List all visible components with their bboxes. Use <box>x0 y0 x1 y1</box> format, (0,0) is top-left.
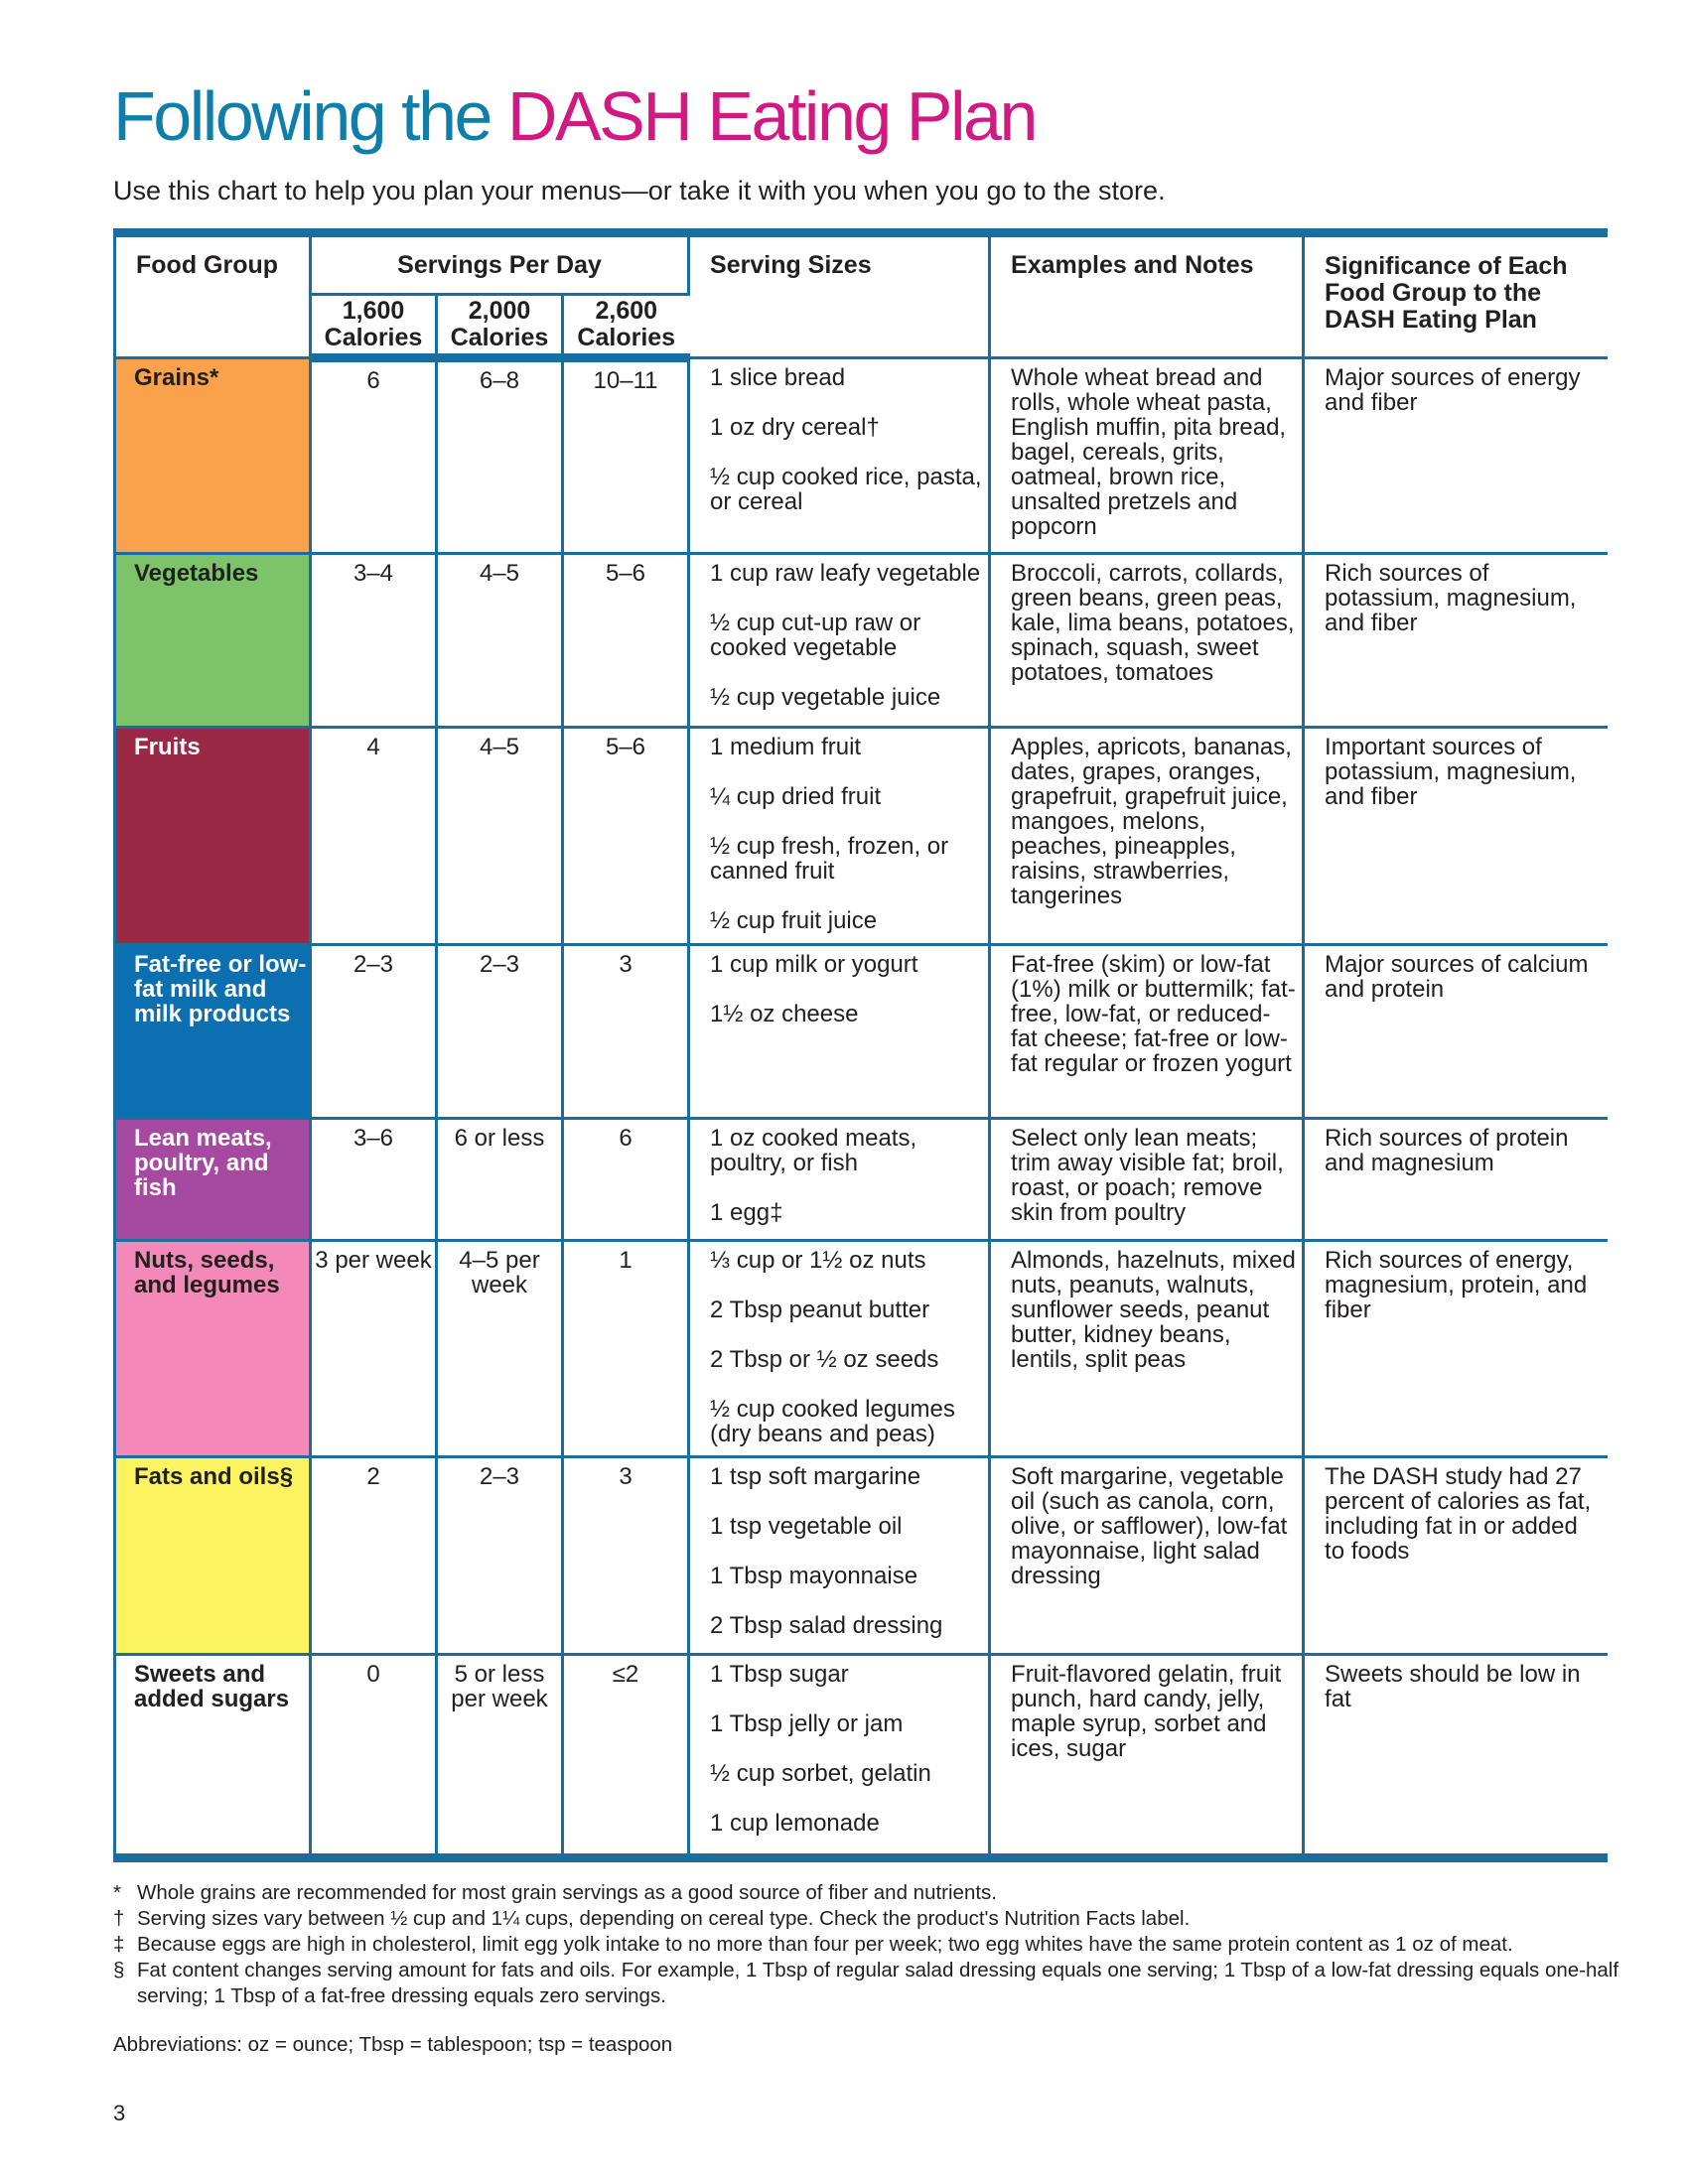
servings-2000: 6 or less <box>437 1119 563 1241</box>
significance: Rich sources of protein and magnesium <box>1304 1119 1608 1241</box>
header-significance: Significance of Each Food Group to the DASH Eating Plan <box>1304 233 1608 358</box>
servings-2000: 5 or less per week <box>437 1655 563 1858</box>
examples-notes: Almonds, hazelnuts, mixed nuts, peanuts, walnuts, sunflower seeds, peanut butter, kidney beans, lentils, split peas <box>990 1241 1304 1457</box>
subtitle: Use this chart to help you plan your menus—or take it with you when you go to the store. <box>113 176 1166 205</box>
header-examples: Examples and Notes <box>990 233 1304 358</box>
serving-sizes-cell <box>689 728 990 945</box>
significance: Rich sources of potassium, magnesium, and fiber <box>1304 554 1608 728</box>
serving-size-item: ½ cup fresh, frozen, or canned fruit <box>710 833 949 885</box>
food-group-name: Grains* <box>115 358 311 554</box>
footnote-text: Serving sizes vary between ½ cup and 1¼ cups, depending on cereal type. Check the product's Nutrition Facts label. <box>137 1907 1191 1930</box>
serving-sizes-cell <box>689 1119 990 1241</box>
servings-1600: 3–4 <box>311 554 437 728</box>
examples-notes: Fruit-flavored gelatin, fruit punch, hard candy, jelly, maple syrup, sorbet and ices, sugar <box>990 1655 1304 1858</box>
food-group-row <box>115 945 1608 1119</box>
footnote-mark: † <box>113 1907 125 1930</box>
serving-size-item: 1 egg‡ <box>710 1199 783 1226</box>
serving-size-item: 2 Tbsp peanut butter <box>710 1297 930 1323</box>
footnote <box>113 1932 1622 1958</box>
significance: Sweets should be low in fat <box>1304 1655 1608 1858</box>
footnote <box>113 1880 1622 1906</box>
footnote-mark: ‡ <box>113 1933 125 1956</box>
serving-sizes-cell <box>689 1457 990 1655</box>
header-food-group: Food Group <box>115 233 311 358</box>
food-group-row <box>115 554 1608 728</box>
food-group-name: Fat-free or low-fat milk and milk products <box>115 945 311 1119</box>
servings-2600: 5–6 <box>563 554 689 728</box>
food-group-name: Fats and oils§ <box>115 1457 311 1655</box>
food-group-row <box>115 1241 1608 1457</box>
serving-size-item: 1 cup raw leafy vegetable <box>710 560 981 587</box>
serving-size-item: 1 tsp soft margarine <box>710 1463 921 1490</box>
servings-1600: 2 <box>311 1457 437 1655</box>
food-group-name: Vegetables <box>115 554 311 728</box>
servings-1600: 2–3 <box>311 945 437 1119</box>
servings-1600: 4 <box>311 728 437 945</box>
examples-notes: Apples, apricots, bananas, dates, grapes, oranges, grapefruit, grapefruit juice, mangoes, melons, peaches, pineapples, raisins, strawberries, tangerines <box>990 728 1304 945</box>
serving-size-item: 1 cup milk or yogurt <box>710 951 918 978</box>
significance: Major sources of energy and fiber <box>1304 358 1608 554</box>
examples-notes: Whole wheat bread and rolls, whole wheat pasta, English muffin, pita bread, bagel, cereals, grits, oatmeal, brown rice, unsalted pretzels and popcorn <box>990 358 1304 554</box>
food-group-row <box>115 1119 1608 1241</box>
serving-size-item: 1 tsp vegetable oil <box>710 1513 903 1540</box>
serving-sizes-cell <box>689 945 990 1119</box>
serving-size-item: 1 Tbsp mayonnaise <box>710 1563 918 1589</box>
footnote-mark: * <box>113 1881 121 1904</box>
serving-sizes-cell <box>689 358 990 554</box>
serving-size-item: ½ cup vegetable juice <box>710 684 941 711</box>
servings-1600: 3 per week <box>311 1241 437 1457</box>
footnote-mark: § <box>113 1959 125 1981</box>
food-group-name: Nuts, seeds, and legumes <box>115 1241 311 1457</box>
servings-2000: 4–5 per week <box>437 1241 563 1457</box>
servings-1600: 0 <box>311 1655 437 1858</box>
serving-size-item: ⅓ cup or 1½ oz nuts <box>710 1247 926 1274</box>
examples-notes: Broccoli, carrots, collards, green beans, green peas, kale, lima beans, potatoes, spinach, squash, sweet potatoes, tomatoes <box>990 554 1304 728</box>
serving-size-item: 1½ oz cheese <box>710 1001 859 1027</box>
header-2600-calories: 2,600 Calories <box>563 295 689 358</box>
serving-size-item: 2 Tbsp salad dressing <box>710 1612 943 1639</box>
serving-size-item: 2 Tbsp or ½ oz seeds <box>710 1346 939 1373</box>
food-group-row <box>115 1655 1608 1858</box>
serving-size-item: 1 medium fruit <box>710 734 862 760</box>
significance: Major sources of calcium and protein <box>1304 945 1608 1119</box>
servings-1600: 6 <box>311 358 437 554</box>
significance: Important sources of potassium, magnesium, and fiber <box>1304 728 1608 945</box>
servings-2000: 4–5 <box>437 554 563 728</box>
header-servings-per-day: Servings Per Day <box>311 233 689 295</box>
footnote <box>113 1958 1622 2009</box>
servings-2000: 6–8 <box>437 358 563 554</box>
serving-size-item: ½ cup fruit juice <box>710 907 878 934</box>
serving-size-item: 1 cup lemonade <box>710 1810 880 1837</box>
servings-2600: 3 <box>563 1457 689 1655</box>
serving-size-item: 1 oz dry cereal† <box>710 414 880 441</box>
servings-2600: 3 <box>563 945 689 1119</box>
food-group-row <box>115 1457 1608 1655</box>
food-group-row <box>115 728 1608 945</box>
serving-size-item: ½ cup sorbet, gelatin <box>710 1760 931 1787</box>
header-serving-sizes: Serving Sizes <box>689 233 990 358</box>
serving-size-item: 1 oz cooked meats, poultry, or fish <box>710 1125 917 1176</box>
page-number: 3 <box>113 2101 126 2125</box>
page-title <box>113 77 1036 155</box>
title-part-2: DASH Eating Plan <box>506 77 1036 155</box>
footnotes <box>113 1880 1622 2009</box>
servings-2600: 6 <box>563 1119 689 1241</box>
abbreviations: Abbreviations: oz = ounce; Tbsp = tablespoon; tsp = teaspoon <box>113 2033 673 2056</box>
servings-2000: 4–5 <box>437 728 563 945</box>
servings-2600: ≤2 <box>563 1655 689 1858</box>
serving-size-item: 1 slice bread <box>710 364 846 391</box>
serving-size-item: ¼ cup dried fruit <box>710 783 882 810</box>
serving-size-item: 1 Tbsp sugar <box>710 1661 849 1688</box>
header-2000-calories: 2,000 Calories <box>437 295 563 358</box>
significance: The DASH study had 27 percent of calories as fat, including fat in or added to foods <box>1304 1457 1608 1655</box>
food-group-row <box>115 358 1608 554</box>
footnote <box>113 1906 1622 1932</box>
footnote-text: Fat content changes serving amount for fats and oils. For example, 1 Tbsp of regular salad dressing equals one serving; 1 Tbsp of a low-fat dressing equals one-half serving; 1 Tbsp of a fat-free dressing equals zero servings. <box>137 1959 1619 2007</box>
significance: Rich sources of energy, magnesium, protein, and fiber <box>1304 1241 1608 1457</box>
examples-notes: Fat-free (skim) or low-fat (1%) milk or buttermilk; fat-free, low-fat, or reduced-fat cheese; fat-free or low-fat regular or frozen yogurt <box>990 945 1304 1119</box>
examples-notes: Select only lean meats; trim away visible fat; broil, roast, or poach; remove skin from poultry <box>990 1119 1304 1241</box>
header-1600-calories: 1,600 Calories <box>311 295 437 358</box>
food-group-name: Lean meats, poultry, and fish <box>115 1119 311 1241</box>
servings-1600: 3–6 <box>311 1119 437 1241</box>
food-group-name: Sweets and added sugars <box>115 1655 311 1858</box>
food-group-name: Fruits <box>115 728 311 945</box>
serving-size-item: ½ cup cooked legumes (dry beans and peas) <box>710 1396 955 1447</box>
serving-sizes-cell <box>689 1655 990 1858</box>
servings-2600: 10–11 <box>563 358 689 554</box>
serving-sizes-cell <box>689 1241 990 1457</box>
serving-sizes-cell <box>689 554 990 728</box>
footnote-text: Because eggs are high in cholesterol, limit egg yolk intake to no more than four per week; two egg whites have the same protein content as 1 oz of meat. <box>137 1933 1513 1956</box>
serving-size-item: ½ cup cut-up raw or cooked vegetable <box>710 610 921 661</box>
footnote-text: Whole grains are recommended for most grain servings as a good source of fiber and nutrients. <box>137 1881 997 1904</box>
dash-table <box>113 228 1608 1862</box>
examples-notes: Soft margarine, vegetable oil (such as canola, corn, olive, or safflower), low-fat mayonnaise, light salad dressing <box>990 1457 1304 1655</box>
serving-size-item: ½ cup cooked rice, pasta, or cereal <box>710 464 982 515</box>
servings-2000: 2–3 <box>437 1457 563 1655</box>
servings-2000: 2–3 <box>437 945 563 1119</box>
serving-size-item: 1 Tbsp jelly or jam <box>710 1710 904 1737</box>
servings-2600: 5–6 <box>563 728 689 945</box>
servings-2600: 1 <box>563 1241 689 1457</box>
title-part-1: Following the <box>113 77 491 155</box>
